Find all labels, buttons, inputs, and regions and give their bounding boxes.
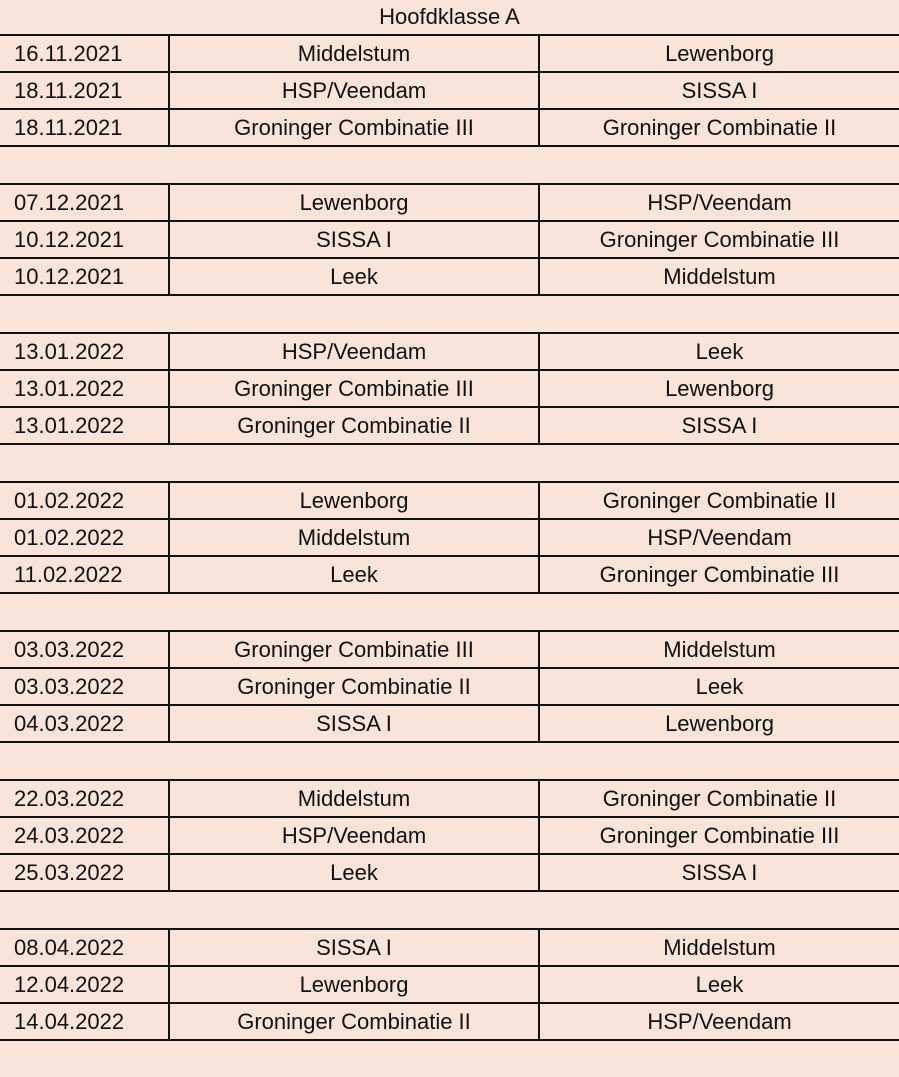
match-date: 11.02.2022 — [0, 557, 170, 592]
match-date: 01.02.2022 — [0, 483, 170, 518]
home-team: Leek — [170, 855, 540, 890]
away-team: Middelstum — [663, 264, 776, 289]
match-row — [0, 930, 899, 965]
away-team: Lewenborg — [665, 41, 774, 66]
match-row — [0, 220, 899, 257]
match-row — [0, 1002, 899, 1039]
home-team: SISSA I — [170, 222, 540, 257]
match-date: 25.03.2022 — [0, 855, 170, 890]
away-team: Leek — [695, 339, 744, 364]
match-date: 03.03.2022 — [0, 669, 170, 704]
match-date: 24.03.2022 — [0, 818, 170, 853]
match-date: 01.02.2022 — [0, 520, 170, 555]
match-row — [0, 483, 899, 518]
match-row — [0, 853, 899, 890]
away-team: Groninger Combinatie III — [599, 823, 840, 848]
match-row — [0, 518, 899, 555]
away-team: Leek — [695, 972, 744, 997]
home-team: Lewenborg — [170, 483, 540, 518]
match-date: 13.01.2022 — [0, 371, 170, 406]
round-block — [0, 779, 899, 892]
home-team: Groninger Combinatie III — [170, 371, 540, 406]
match-date: 07.12.2021 — [0, 185, 170, 220]
home-team: Groninger Combinatie II — [170, 669, 540, 704]
home-team: SISSA I — [170, 930, 540, 965]
home-team: Leek — [170, 259, 540, 294]
away-team: Leek — [695, 674, 744, 699]
match-date: 14.04.2022 — [0, 1004, 170, 1039]
match-row — [0, 632, 899, 667]
round-block — [0, 481, 899, 594]
match-row — [0, 704, 899, 741]
match-row — [0, 406, 899, 443]
away-team: Groninger Combinatie II — [602, 115, 837, 140]
away-team: Groninger Combinatie II — [602, 786, 837, 811]
away-team: Groninger Combinatie III — [599, 227, 840, 252]
match-date: 13.01.2022 — [0, 408, 170, 443]
away-team: Lewenborg — [665, 376, 774, 401]
away-team: Middelstum — [663, 935, 776, 960]
home-team: Lewenborg — [170, 185, 540, 220]
home-team: Groninger Combinatie III — [170, 632, 540, 667]
match-row — [0, 781, 899, 816]
away-team: HSP/Veendam — [647, 525, 792, 550]
match-row — [0, 108, 899, 145]
match-row — [0, 369, 899, 406]
away-team: HSP/Veendam — [647, 190, 792, 215]
match-row — [0, 965, 899, 1002]
home-team: Middelstum — [170, 520, 540, 555]
home-team: HSP/Veendam — [170, 334, 540, 369]
match-row — [0, 257, 899, 294]
home-team: Groninger Combinatie II — [170, 408, 540, 443]
round-block — [0, 928, 899, 1041]
match-row — [0, 36, 899, 71]
match-row — [0, 555, 899, 592]
away-team: Lewenborg — [665, 711, 774, 736]
match-date: 03.03.2022 — [0, 632, 170, 667]
home-team: HSP/Veendam — [170, 73, 540, 108]
round-block — [0, 332, 899, 445]
match-date: 12.04.2022 — [0, 967, 170, 1002]
round-block — [0, 630, 899, 743]
match-row — [0, 185, 899, 220]
home-team: HSP/Veendam — [170, 818, 540, 853]
home-team: Leek — [170, 557, 540, 592]
match-date: 13.01.2022 — [0, 334, 170, 369]
away-team: HSP/Veendam — [647, 1009, 792, 1034]
home-team: Middelstum — [170, 36, 540, 71]
home-team: Groninger Combinatie III — [170, 110, 540, 145]
away-team: SISSA I — [681, 860, 758, 885]
match-date: 22.03.2022 — [0, 781, 170, 816]
away-team: SISSA I — [681, 413, 758, 438]
home-team: Groninger Combinatie II — [170, 1004, 540, 1039]
away-team: SISSA I — [681, 78, 758, 103]
match-date: 18.11.2021 — [0, 110, 170, 145]
away-team: Groninger Combinatie III — [599, 562, 840, 587]
page-title: Hoofdklasse A — [379, 4, 520, 29]
round-block — [0, 183, 899, 296]
match-date: 10.12.2021 — [0, 259, 170, 294]
home-team: SISSA I — [170, 706, 540, 741]
home-team: Lewenborg — [170, 967, 540, 1002]
match-date: 04.03.2022 — [0, 706, 170, 741]
match-row — [0, 334, 899, 369]
schedule-table — [0, 34, 899, 1077]
match-row — [0, 816, 899, 853]
away-team: Middelstum — [663, 637, 776, 662]
match-row — [0, 71, 899, 108]
match-date: 18.11.2021 — [0, 73, 170, 108]
round-block — [0, 34, 899, 147]
match-date: 08.04.2022 — [0, 930, 170, 965]
match-date: 16.11.2021 — [0, 36, 170, 71]
match-date: 10.12.2021 — [0, 222, 170, 257]
match-row — [0, 667, 899, 704]
home-team: Middelstum — [170, 781, 540, 816]
away-team: Groninger Combinatie II — [602, 488, 837, 513]
